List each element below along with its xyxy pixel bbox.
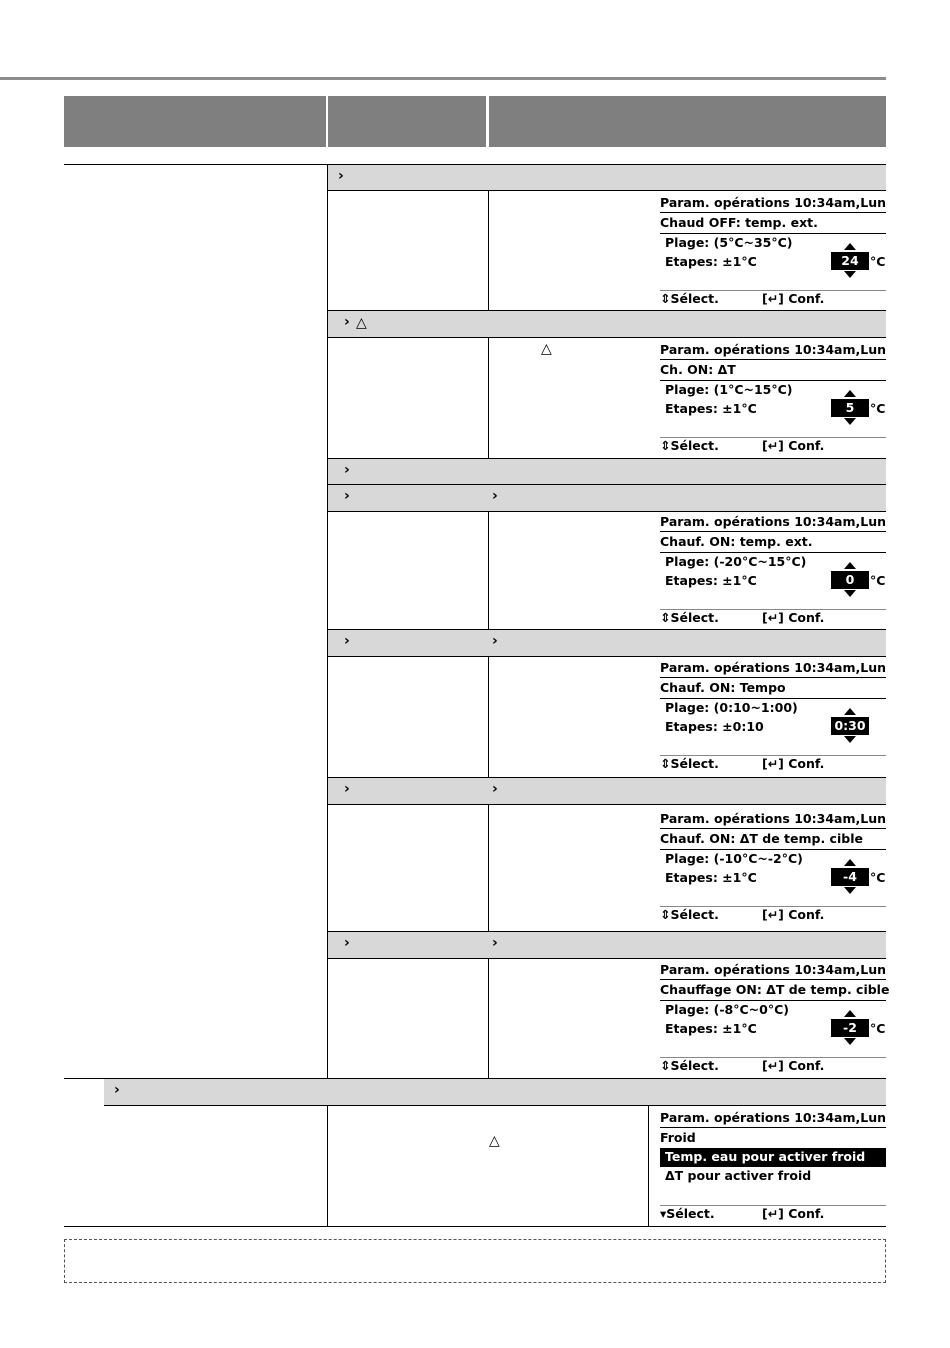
lcd-confirm: [↵] Conf. xyxy=(762,1206,825,1221)
lcd-select: ▾Sélect. xyxy=(660,1206,715,1221)
lcd-clock: 10:34am,Lun xyxy=(794,342,886,357)
arrow-up-icon[interactable] xyxy=(844,243,856,250)
lcd-range: Plage: (1°C~15°C) xyxy=(665,382,793,397)
lcd-range: Plage: (-20°C~15°C) xyxy=(665,554,807,569)
lcd-subtitle: Chauffage ON: ΔT de temp. cible xyxy=(660,982,886,1001)
top-rule xyxy=(0,77,886,80)
section-row-7 xyxy=(328,931,886,959)
note-box xyxy=(64,1239,886,1283)
lcd-header xyxy=(660,659,886,678)
lcd-unit: °C xyxy=(870,870,886,885)
section-row-2 xyxy=(328,310,886,338)
lcd-footer xyxy=(660,437,886,456)
lcd-value[interactable]: 0 xyxy=(831,571,869,589)
lcd-footer xyxy=(660,1205,886,1224)
arrow-down-icon[interactable] xyxy=(844,590,856,597)
menu-item-selected[interactable]: Temp. eau pour activer froid xyxy=(660,1149,886,1167)
lcd-value[interactable]: -2 xyxy=(831,1019,869,1037)
lcd-value[interactable]: -4 xyxy=(831,868,869,886)
chevron-icon: › xyxy=(492,781,498,797)
lcd-confirm: [↵] Conf. xyxy=(762,291,825,306)
arrow-down-icon[interactable] xyxy=(844,887,856,894)
lcd-screen-3 xyxy=(660,513,886,629)
lcd-range: Plage: (-10°C~-2°C) xyxy=(665,851,803,866)
lcd-select: ⇕Sélect. xyxy=(660,756,719,771)
arrow-down-icon[interactable] xyxy=(844,1038,856,1045)
lcd-value[interactable]: 0:30 xyxy=(831,717,869,735)
lcd-footer xyxy=(660,906,886,925)
arrow-down-icon[interactable] xyxy=(844,271,856,278)
lcd-title: Param. opérations xyxy=(660,660,790,675)
lcd-clock: 10:34am,Lun xyxy=(794,1110,886,1125)
lcd-select: ⇕Sélect. xyxy=(660,610,719,625)
table-bottom-rule xyxy=(64,1226,886,1227)
lcd-step: Etapes: ±1°C xyxy=(665,1021,757,1036)
chevron-icon: › xyxy=(344,633,350,649)
lcd-footer xyxy=(660,609,886,628)
lcd-select: ⇕Sélect. xyxy=(660,291,719,306)
triangle-icon: △ xyxy=(489,1133,500,1149)
arrow-up-icon[interactable] xyxy=(844,859,856,866)
lcd-clock: 10:34am,Lun xyxy=(794,195,886,210)
section-row-3 xyxy=(328,458,886,485)
lcd-screen-1 xyxy=(660,194,886,310)
lcd-value[interactable]: 24 xyxy=(831,252,869,270)
header-col-1 xyxy=(64,96,326,147)
lcd-screen-2 xyxy=(660,341,886,457)
lcd-screen-4 xyxy=(660,659,886,775)
lcd-subtitle: Chauf. ON: Tempo xyxy=(660,680,886,699)
lcd-title: Param. opérations xyxy=(660,514,790,529)
lcd-confirm: [↵] Conf. xyxy=(762,438,825,453)
lcd-unit: °C xyxy=(870,1021,886,1036)
lcd-clock: 10:34am,Lun xyxy=(794,660,886,675)
lcd-header xyxy=(660,810,886,829)
lcd-select: ⇕Sélect. xyxy=(660,907,719,922)
triangle-icon: △ xyxy=(356,315,367,331)
lcd-confirm: [↵] Conf. xyxy=(762,756,825,771)
lcd-title: Param. opérations xyxy=(660,811,790,826)
chevron-icon: › xyxy=(344,462,350,478)
arrow-down-icon[interactable] xyxy=(844,418,856,425)
lcd-range: Plage: (5°C~35°C) xyxy=(665,235,793,250)
header-col-3 xyxy=(489,96,886,147)
section-row-1 xyxy=(328,164,886,191)
col-divider-3 xyxy=(327,1106,328,1227)
lcd-unit: °C xyxy=(870,573,886,588)
lcd-subtitle: Ch. ON: ΔT xyxy=(660,362,886,381)
lcd-title: Param. opérations xyxy=(660,962,790,977)
lcd-subtitle: Froid xyxy=(660,1130,886,1150)
lcd-header xyxy=(660,194,886,213)
lcd-subtitle: Chaud OFF: temp. ext. xyxy=(660,215,886,234)
triangle-icon: △ xyxy=(541,341,552,357)
arrow-up-icon[interactable] xyxy=(844,1010,856,1017)
lcd-title: Param. opérations xyxy=(660,342,790,357)
menu-item[interactable]: ΔT pour activer froid xyxy=(665,1168,812,1183)
lcd-header xyxy=(660,1109,886,1128)
lcd-menu-screen xyxy=(660,1109,886,1225)
section-row-5 xyxy=(328,629,886,657)
lcd-confirm: [↵] Conf. xyxy=(762,610,825,625)
lcd-step: Etapes: ±1°C xyxy=(665,870,757,885)
section-row-4 xyxy=(328,484,886,512)
col-divider-4 xyxy=(648,1106,649,1227)
section-rule xyxy=(64,1078,104,1079)
lcd-range: Plage: (-8°C~0°C) xyxy=(665,1002,789,1017)
section-row-6 xyxy=(328,777,886,805)
header-col-2 xyxy=(328,96,486,147)
lcd-footer xyxy=(660,755,886,774)
lcd-header xyxy=(660,961,886,980)
arrow-up-icon[interactable] xyxy=(844,708,856,715)
lcd-subtitle: Chauf. ON: ΔT de temp. cible xyxy=(660,831,886,850)
lcd-screen-6 xyxy=(660,961,890,1077)
lcd-step: Etapes: ±0:10 xyxy=(665,719,764,734)
lcd-unit: °C xyxy=(870,254,886,269)
lcd-footer xyxy=(660,290,886,309)
chevron-icon: › xyxy=(492,633,498,649)
chevron-icon: › xyxy=(344,781,350,797)
lcd-title: Param. opérations xyxy=(660,1110,790,1125)
arrow-up-icon[interactable] xyxy=(844,390,856,397)
lcd-title: Param. opérations xyxy=(660,195,790,210)
lcd-step: Etapes: ±1°C xyxy=(665,401,757,416)
lcd-unit: °C xyxy=(870,401,886,416)
lcd-clock: 10:34am,Lun xyxy=(794,962,886,977)
lcd-screen-5 xyxy=(660,810,886,926)
lcd-select: ⇕Sélect. xyxy=(660,1058,719,1073)
lcd-value[interactable]: 5 xyxy=(831,399,869,417)
chevron-icon: › xyxy=(344,314,350,330)
lcd-header xyxy=(660,341,886,360)
lcd-range: Plage: (0:10~1:00) xyxy=(665,700,798,715)
lcd-step: Etapes: ±1°C xyxy=(665,254,757,269)
lcd-clock: 10:34am,Lun xyxy=(794,514,886,529)
lcd-clock: 10:34am,Lun xyxy=(794,811,886,826)
lcd-header xyxy=(660,513,886,532)
chevron-icon: › xyxy=(492,488,498,504)
arrow-up-icon[interactable] xyxy=(844,562,856,569)
lcd-confirm: [↵] Conf. xyxy=(762,1058,825,1073)
chevron-icon: › xyxy=(492,935,498,951)
arrow-down-icon[interactable] xyxy=(844,736,856,743)
chevron-icon: › xyxy=(114,1082,120,1098)
lcd-step: Etapes: ±1°C xyxy=(665,573,757,588)
section-row-8 xyxy=(104,1078,886,1106)
chevron-icon: › xyxy=(344,935,350,951)
lcd-footer xyxy=(660,1057,886,1076)
chevron-icon: › xyxy=(338,168,344,184)
lcd-confirm: [↵] Conf. xyxy=(762,907,825,922)
lcd-subtitle: Chauf. ON: temp. ext. xyxy=(660,534,886,553)
chevron-icon: › xyxy=(344,488,350,504)
lcd-select: ⇕Sélect. xyxy=(660,438,719,453)
